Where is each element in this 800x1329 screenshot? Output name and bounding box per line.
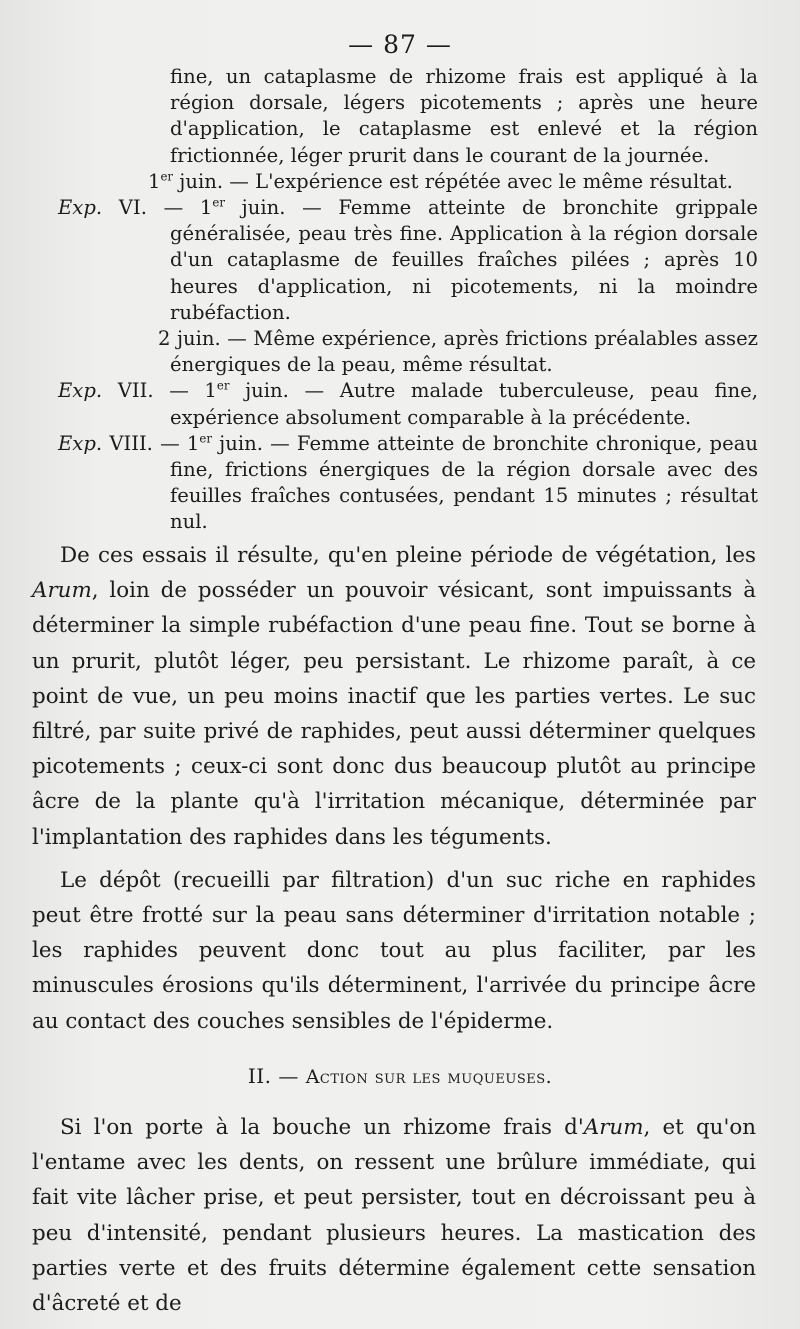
genus-name: Arum xyxy=(32,578,92,604)
exp-text: juin. — Autre malade tuberculeuse, peau fine, expérience absolument comparable à la précédente. xyxy=(170,379,759,429)
exp-number: VII. — xyxy=(102,379,205,403)
repeat-text: juin. — L'expérience est répétée avec le même résultat. xyxy=(173,169,733,193)
exp-number: VIII. — xyxy=(102,431,187,455)
genus-name: Arum xyxy=(583,1115,644,1140)
exp-day-suffix: er xyxy=(199,431,212,446)
section-title: Action sur les muqueuses. xyxy=(305,1066,553,1088)
para-part: , et qu'on l'entame avec les dents, on ressent une brûlure immédiate, qui fait vite lâcher prise, et peut persister, tout en décroissant peu à peu d'intensité, pendant plusieurs heures. La mastication des parties verte et des fruits détermine également cette sensation d'âcreté et de xyxy=(32,1115,756,1317)
experiment-8 xyxy=(58,431,758,536)
section-number: II. — xyxy=(247,1064,306,1088)
exp-text: juin. — Femme atteinte de bronchite grippale généralisée, peau très fine. Application à la région dorsale d'un cataplasme de feuilles fraîches pilées ; après 10 heures d'application, ni picotements, ni la moindre rubéfaction. xyxy=(170,196,758,324)
experiment-repeat-line xyxy=(58,169,758,195)
exp-label: Exp. xyxy=(58,379,103,403)
exp-day: 1 xyxy=(199,196,213,220)
para-part: Si l'on porte à la bouche un rhizome frais d' xyxy=(60,1115,584,1140)
exp-text: juin. — Femme atteinte de bronchite chronique, peau fine, frictions énergiques de la région dorsale avec des feuilles fraîches contusées, pendant 15 minutes ; résultat nul. xyxy=(170,431,758,534)
paragraph-mucosa xyxy=(32,1110,756,1321)
exp-day: 1 xyxy=(186,431,200,455)
experiment-6 xyxy=(58,195,758,326)
para-part: , loin de posséder un pouvoir vésicant, sont impuissants à déterminer la simple rubéfaction d'une peau fine. Tout se borne à un prurit, plutôt léger, peu persistant. Le rhizome paraît, à ce point de vue, un peu moins inactif que les parties vertes. Le suc filtré, par suite privé de raphides, peut aussi déterminer quelques picotements ; ceux-ci sont donc dus beaucoup plutôt au principe âcre de la plante qu'à l'irritation mécanique, déterminée par l'implantation des raphides dans les téguments. xyxy=(32,578,756,850)
repeat-day-suffix: er xyxy=(160,169,174,184)
exp-number: VI. — xyxy=(102,196,200,220)
section-heading xyxy=(0,1064,800,1088)
mucosa-text xyxy=(32,1110,756,1321)
experiment-continuation: fine, un cataplasme de rhizome frais est appliqué à la région dorsale, légers picotements ; après une heure d'application, le cataplasme est enlevé et la région frictionnée, léger prurit dans le courant de la journée. xyxy=(170,65,758,167)
experiment-7 xyxy=(58,378,758,430)
para-part: De ces essais il résulte, qu'en pleine période de végétation, les xyxy=(60,543,756,568)
paragraph-results xyxy=(32,538,756,855)
exp-label: Exp. xyxy=(58,431,103,455)
experiment-6-day-2: 2 juin. — Même expérience, après frictions préalables assez énergiques de la peau, même résultat. xyxy=(158,327,758,377)
exp-label: Exp. xyxy=(58,196,103,220)
conclusion-text xyxy=(32,538,756,1047)
repeat-day: 1 xyxy=(148,169,161,193)
page-number: — 87 — xyxy=(348,30,452,59)
experiment-notes xyxy=(58,64,758,536)
paragraph-deposit: Le dépôt (recueilli par filtration) d'un suc riche en raphides peut être frotté sur la peau sans déterminer d'irritation notable ; les raphides peuvent donc tout au plus faciliter, par les minuscules érosions qu'ils déterminent, l'arrivée du principe âcre au contact des couches sensibles de l'épiderme. xyxy=(32,867,756,1034)
exp-day: 1 xyxy=(204,379,217,403)
exp-day-suffix: er xyxy=(216,378,230,393)
exp-day-suffix: er xyxy=(212,195,225,210)
